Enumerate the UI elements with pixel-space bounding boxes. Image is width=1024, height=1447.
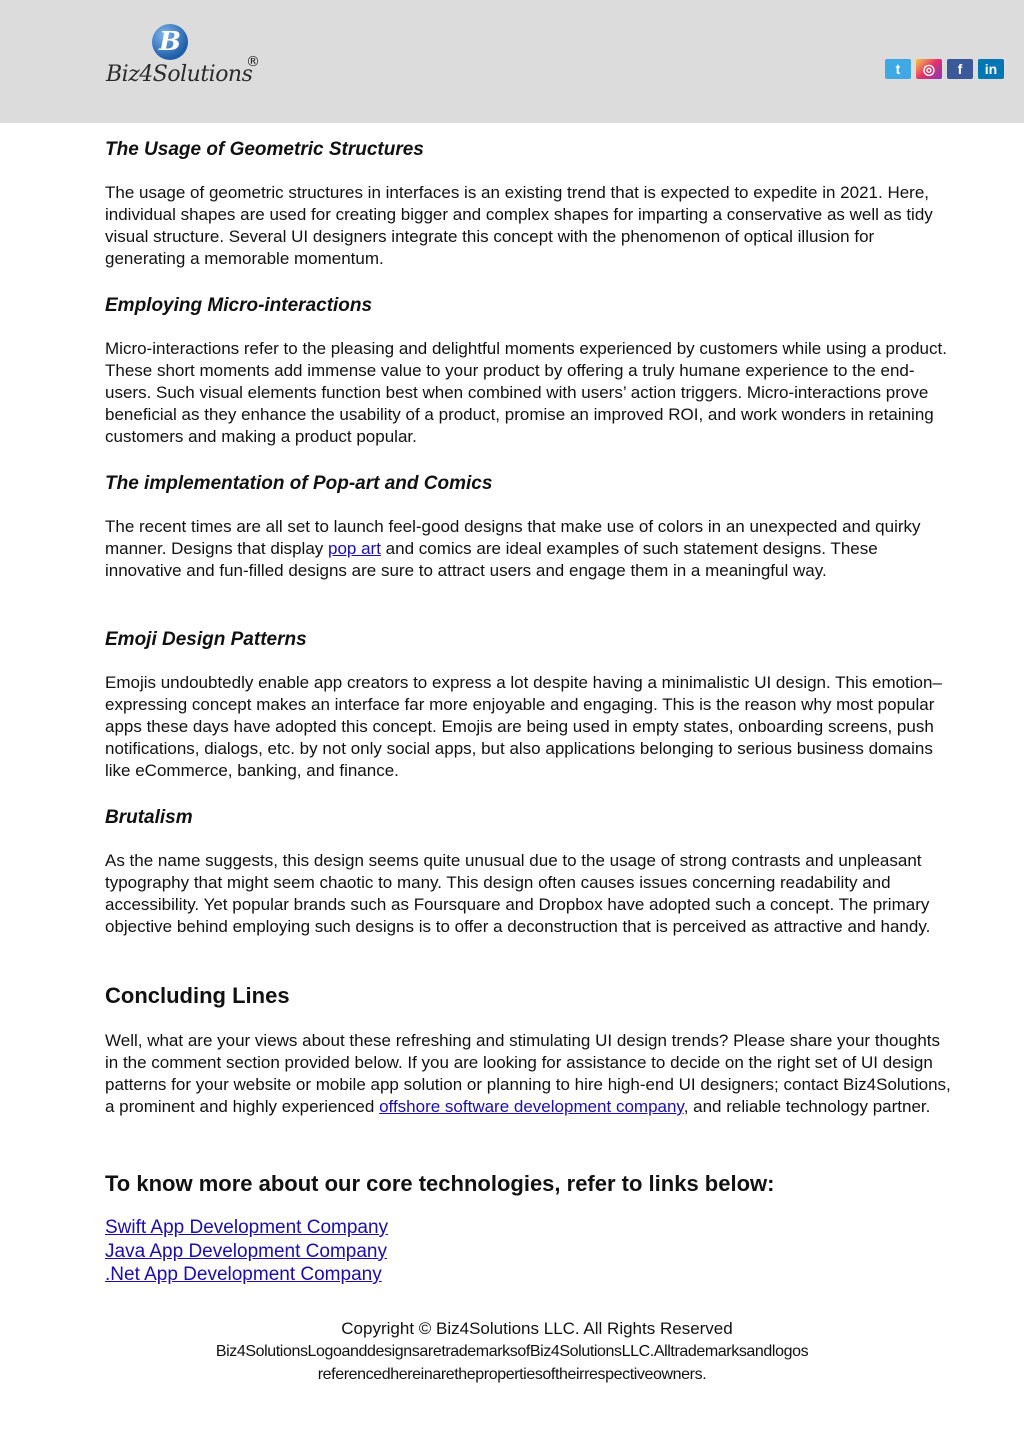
- section-conclusion: [105, 982, 955, 1170]
- section-title: Emoji Design Patterns: [105, 629, 307, 650]
- social-links: [885, 59, 1004, 79]
- section-body: The recent times are all set to launch feel-good designs that make use of colors in an unexpected and quirky manner. Designs that display pop art and comics are ideal examples of such statement designs. These innovative and fun-filled designs are sure to attract users and engage them in a meaningful way.: [105, 517, 921, 580]
- trademark-text-2: referencedhereinarethepropertiesoftheirrespectiveowners.: [317, 1366, 707, 1383]
- copyright-text: Copyright © Biz4Solutions LLC. All Rights Reserved: [341, 1319, 733, 1338]
- section-micro-interactions: [105, 294, 955, 472]
- more-title: To know more about our core technologies, refer to links below:: [105, 1171, 775, 1196]
- page-header: [0, 0, 1024, 123]
- section-more-links: [105, 1170, 955, 1287]
- pop-art-link[interactable]: pop art: [328, 539, 381, 558]
- section-title: Brutalism: [105, 807, 193, 828]
- section-geometric: [105, 138, 955, 294]
- facebook-icon[interactable]: f: [947, 59, 973, 79]
- conclusion-title: Concluding Lines: [105, 983, 290, 1008]
- section-body: The usage of geometric structures in interfaces is an existing trend that is expected to expedite in 2021. Here, individual shapes are used for creating bigger and complex shapes for imparting a conservative as well as tidy visual structure. Several UI designers integrate this concept with the phenomenon of optical illusion for generating a memorable momentum.: [105, 183, 933, 268]
- biz4solutions-logo[interactable]: [106, 24, 266, 94]
- dotnet-link[interactable]: .Net App Development Company: [105, 1264, 382, 1285]
- logo-mark-icon: B: [152, 24, 188, 60]
- instagram-icon[interactable]: ◎: [916, 59, 942, 79]
- article-content: [105, 138, 955, 1287]
- java-link[interactable]: Java App Development Company: [105, 1240, 387, 1262]
- section-emoji: [105, 628, 955, 806]
- section-pop-art: [105, 472, 955, 628]
- trademark-text: Biz4SolutionsLogoanddesignsaretrademarksofBiz4SolutionsLLC.Alltrademarksandlogos: [215, 1343, 809, 1360]
- page-footer: [0, 1318, 1024, 1386]
- technology-links: [105, 1216, 955, 1287]
- twitter-icon[interactable]: t: [885, 59, 911, 79]
- section-body: Micro-interactions refer to the pleasing and delightful moments experienced by customers while using a product. These short moments add immense value to your product by offering a truly humane experience to the end-users. Such visual elements function best when combined with users’ action triggers. Micro-interactions prove beneficial as they enhance the usability of a product, promise an improved ROI, and work wonders in retaining customers and making a product popular.: [105, 339, 947, 446]
- logo-text: Biz4Solutions: [106, 62, 253, 87]
- section-title: The implementation of Pop-art and Comics: [105, 473, 493, 494]
- conclusion-body: Well, what are your views about these refreshing and stimulating UI design trends? Please share your thoughts in the comment section provided below. If you are looking for assistance to decide on the right set of UI design patterns for your website or mobile app solution or planning to hire high-end UI designers; contact Biz4Solutions, a prominent and highly experienced offshore software development company, and reliable technology partner.: [105, 1031, 951, 1116]
- registered-mark: ®: [246, 54, 260, 70]
- swift-link[interactable]: Swift App Development Company: [105, 1217, 389, 1238]
- offshore-software-link[interactable]: offshore software development company: [379, 1097, 684, 1116]
- section-title: Employing Micro-interactions: [105, 295, 373, 316]
- section-body: Emojis undoubtedly enable app creators to express a lot despite having a minimalistic UI design. This emotion–expressing concept makes an interface far more enjoyable and engaging. This is the reason why most popular apps these days have adopted this concept. Emojis are being used in empty states, onboarding screens, push notifications, dialogs, etc. by not only social apps, but also applications belonging to serious business domains like eCommerce, banking, and finance.: [105, 673, 942, 780]
- section-body: As the name suggests, this design seems quite unusual due to the usage of strong contrasts and unpleasant typography that might seem chaotic to many. This design often causes issues concerning readability and accessibility. Yet popular brands such as Foursquare and Dropbox have adopted such a concept. The primary objective behind employing such designs is to offer a deconstruction that is perceived as attractive and handy.: [105, 851, 931, 936]
- section-title: The Usage of Geometric Structures: [105, 139, 424, 160]
- linkedin-icon[interactable]: in: [978, 59, 1004, 79]
- section-brutalism: [105, 806, 955, 982]
